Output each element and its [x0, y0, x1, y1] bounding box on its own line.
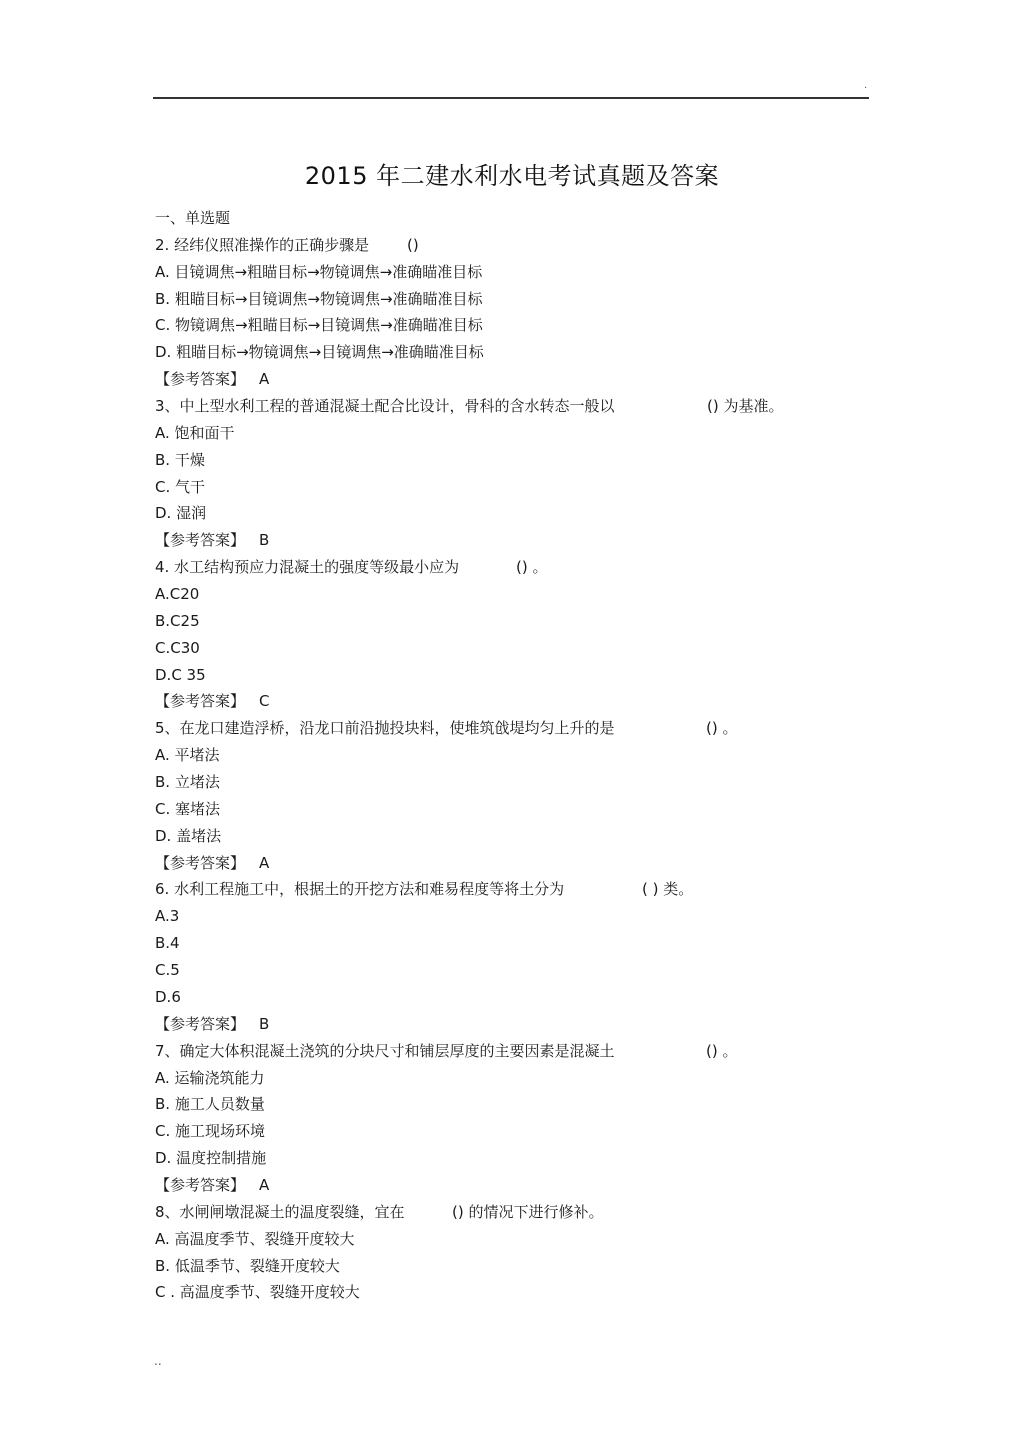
- answer-label: 【参考答案】: [155, 692, 246, 711]
- option-b: B. 施工人员数量: [155, 1095, 265, 1114]
- question-stem: [155, 393, 855, 420]
- answer-line: [155, 527, 855, 554]
- question-stem: [155, 554, 855, 581]
- option-a: A. 运输浇筑能力: [155, 1068, 265, 1087]
- question-text: 3、中上型水利工程的普通混凝土配合比设计，骨科的含水转态一般以: [155, 397, 615, 416]
- option-a: A. 平堵法: [155, 746, 220, 765]
- answer-value: A: [259, 853, 270, 872]
- question-text: 2. 经纬仪照准操作的正确步骤是: [155, 235, 370, 254]
- question-blank: () 。: [706, 1041, 738, 1060]
- answer-label: 【参考答案】: [155, 1014, 246, 1033]
- option-c: C. 物镜调焦→粗瞄目标→目镜调焦→准确瞄准目标: [155, 316, 483, 335]
- option-b: B. 低温季节、裂缝开度较大: [155, 1256, 340, 1275]
- header-mark: .: [864, 80, 868, 91]
- question-blank: () 为基准。: [707, 397, 784, 416]
- answer-value: A: [259, 370, 270, 389]
- question-text: 4. 水工结构预应力混凝土的强度等级最小应为: [155, 558, 460, 577]
- header-rule: [153, 97, 869, 99]
- question-blank: (): [407, 235, 419, 254]
- question-stem: [155, 232, 855, 259]
- section-heading: 一、单选题: [155, 209, 231, 227]
- document-title: 2015 年二建水利水电考试真题及答案: [304, 162, 720, 190]
- answer-value: B: [259, 531, 270, 550]
- question-blank: () 。: [516, 558, 548, 577]
- question-stem: [155, 1199, 855, 1226]
- option-b: B.C25: [155, 611, 200, 630]
- answer-line: [155, 850, 855, 877]
- question-text: 5、在龙口建造浮桥，沿龙口前沿抛投块料，使堆筑戗堤均匀上升的是: [155, 719, 615, 738]
- answer-line: [155, 688, 855, 715]
- option-b: B. 立堵法: [155, 773, 220, 792]
- option-c: C. 塞堵法: [155, 799, 221, 818]
- answer-line: [155, 1172, 855, 1199]
- answer-line: [155, 366, 855, 393]
- option-c: C . 高温度季节、裂缝开度较大: [155, 1283, 360, 1302]
- question-stem: [155, 1038, 855, 1065]
- option-a: A.C20: [155, 585, 200, 604]
- answer-label: 【参考答案】: [155, 370, 246, 389]
- option-d: D. 粗瞄目标→物镜调焦→目镜调焦→准确瞄准目标: [155, 343, 484, 362]
- option-a: A.3: [155, 907, 180, 926]
- question-text: 8、水闸闸墩混凝土的温度裂缝，宜在: [155, 1202, 405, 1221]
- document-body: [155, 205, 855, 1306]
- question-stem: [155, 876, 855, 903]
- option-a: A. 饱和面干: [155, 423, 235, 442]
- question-blank: () 的情况下进行修补。: [452, 1202, 604, 1221]
- answer-value: C: [259, 692, 270, 711]
- answer-value: A: [259, 1175, 270, 1194]
- option-d: D. 温度控制措施: [155, 1149, 267, 1168]
- option-c: C. 施工现场环境: [155, 1122, 266, 1141]
- answer-line: [155, 1011, 855, 1038]
- answer-label: 【参考答案】: [155, 853, 246, 872]
- question-blank: ( ) 类。: [642, 880, 694, 899]
- question-blank: () 。: [706, 719, 738, 738]
- option-b: B. 粗瞄目标→目镜调焦→物镜调焦→准确瞄准目标: [155, 289, 483, 308]
- option-a: A. 目镜调焦→粗瞄目标→物镜调焦→准确瞄准目标: [155, 262, 483, 281]
- option-d: D.C 35: [155, 665, 206, 684]
- option-c: C.5: [155, 961, 180, 980]
- option-d: D. 盖堵法: [155, 826, 222, 845]
- option-c: C. 气干: [155, 477, 206, 496]
- answer-label: 【参考答案】: [155, 1175, 246, 1194]
- option-a: A. 高温度季节、裂缝开度较大: [155, 1229, 355, 1248]
- answer-value: B: [259, 1014, 270, 1033]
- question-text: 7、确定大体积混凝土浇筑的分块尺寸和铺层厚度的主要因素是混凝土: [155, 1041, 615, 1060]
- question-stem: [155, 715, 855, 742]
- answer-label: 【参考答案】: [155, 531, 246, 550]
- option-d: D. 湿润: [155, 504, 207, 523]
- question-text: 6. 水利工程施工中，根据土的开挖方法和难易程度等将土分为: [155, 880, 565, 899]
- option-b: B. 干燥: [155, 450, 205, 469]
- option-b: B.4: [155, 934, 180, 953]
- option-c: C.C30: [155, 638, 200, 657]
- footer-mark: ..: [154, 1354, 162, 1368]
- option-d: D.6: [155, 987, 181, 1006]
